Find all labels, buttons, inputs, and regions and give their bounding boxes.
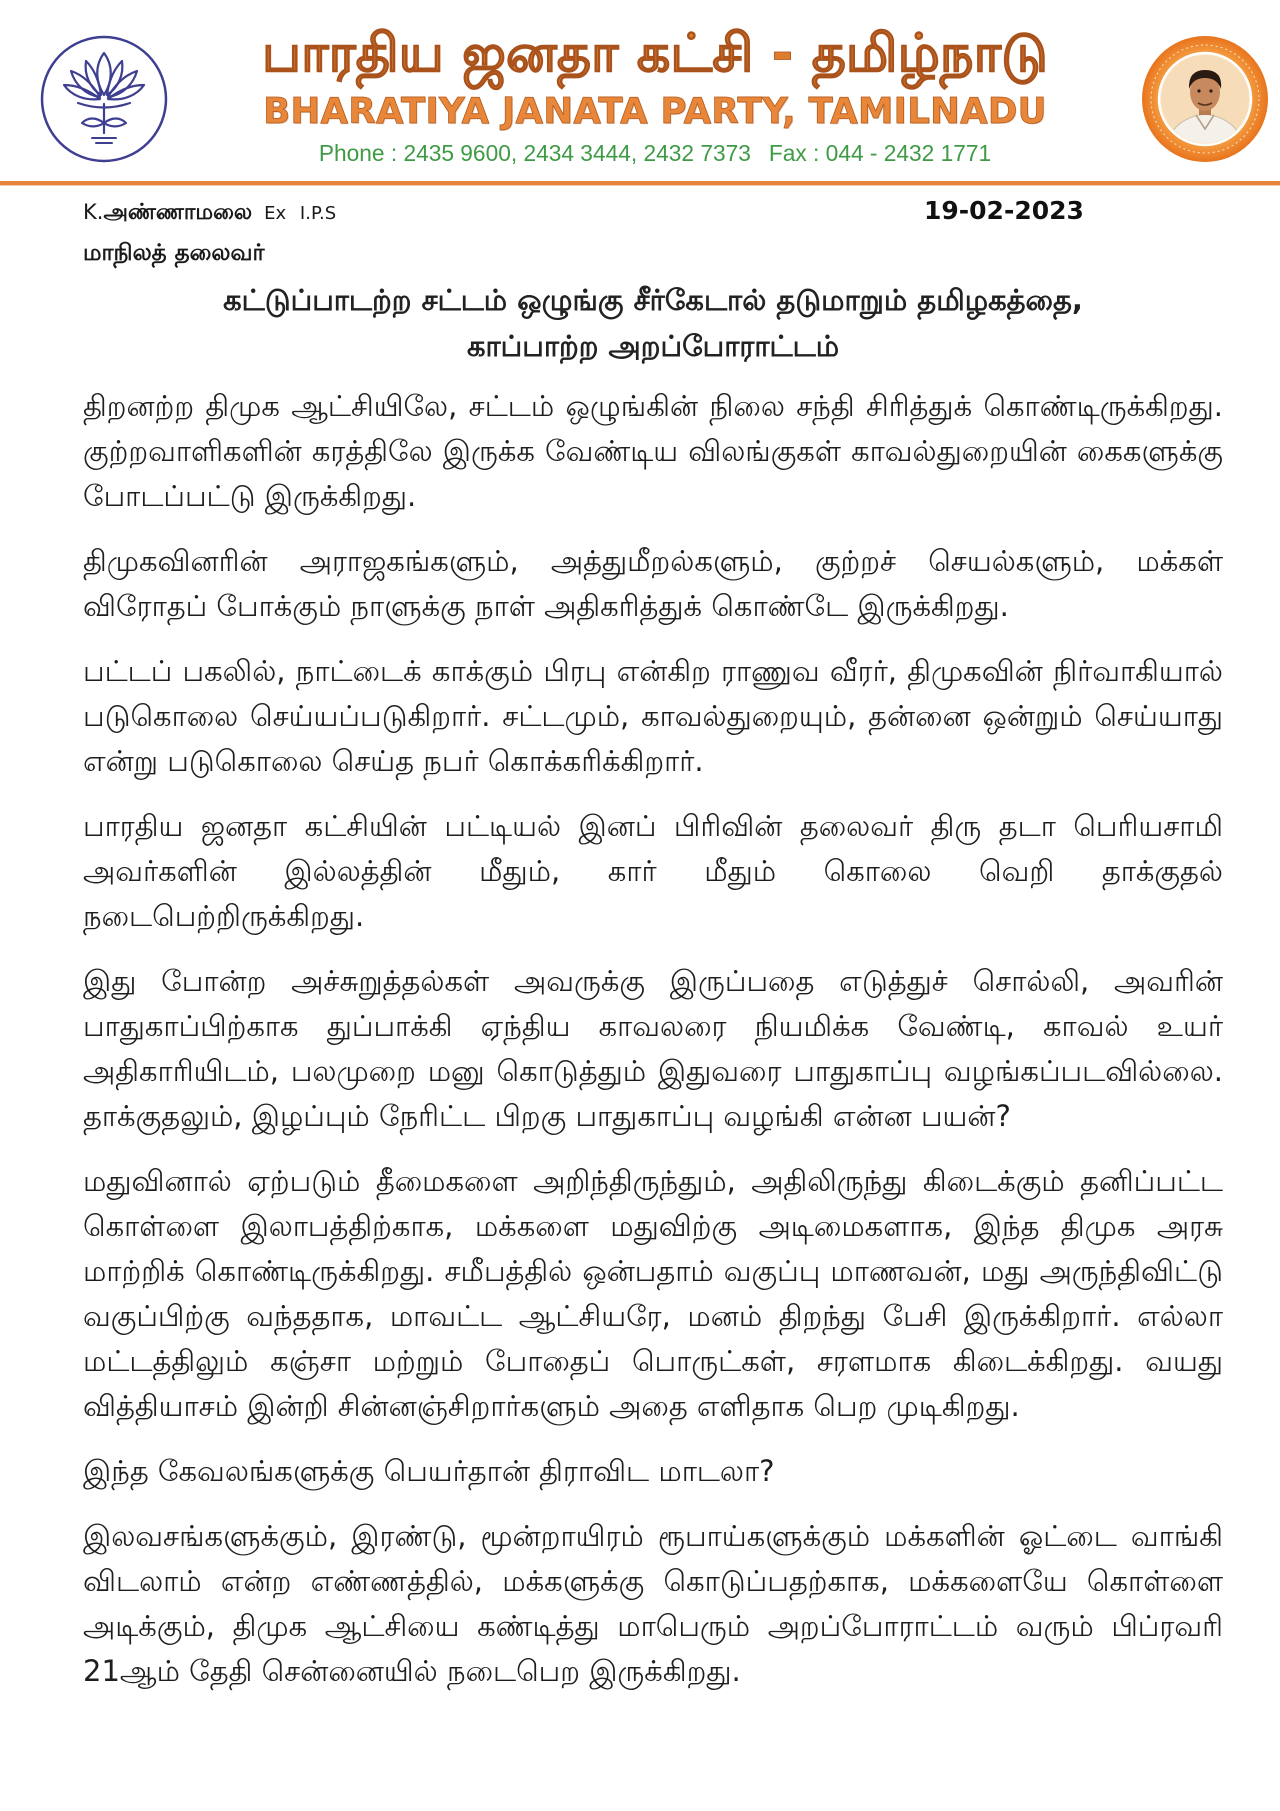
letterhead-divider-shadow (0, 185, 1280, 186)
release-body (83, 384, 1223, 1694)
body-paragraph: மதுவினால் ஏற்படும் தீமைகளை அறிந்திருந்தும், அதிலிருந்து கிடைக்கும் தனிப்பட்ட கொள்ளை இலாபத்திற்காக, மக்களை மதுவிற்கு அடிமைகளாக, இந்த திமுக அரசு மாற்றிக் கொண்டிருக்கிறது. சமீபத்தில் ஒன்பதாம் வகுப்பு மாணவன், மது அருந்திவிட்டு வகுப்பிற்கு வந்ததாக, மாவட்ட ஆட்சியரே, மனம் திறந்து பேசி இருக்கிறார். எல்லா மட்டத்திலும் கஞ்சா மற்றும் போதைப் பொருட்கள், சரளமாக கிடைக்கிறது. வயது வித்தியாசம் இன்றி சின்னஞ்சிறார்களும் அதை எளிதாக பெற முடிகிறது. (83, 1164, 1223, 1423)
sender-initial: K. (83, 200, 104, 224)
sender-designation: மாநிலத் தலைவர் (83, 240, 265, 266)
release-date: 19-02-2023 (924, 196, 1084, 225)
sender-name: அண்ணாமலை (103, 200, 253, 225)
title-line-2: காப்பாற்ற அறப்போராட்டம் (466, 329, 840, 363)
body-paragraph: இந்த கேவலங்களுக்கு பெயர்தான் திராவிட மாடலா? (83, 1454, 775, 1488)
party-name-tamil: பாரதிய ஜனதா கட்சி - தமிழ்நாடு (262, 23, 1048, 84)
phone-numbers: Phone : 2435 9600, 2434 3444, 2432 7373 (318, 140, 751, 166)
body-paragraph: திமுகவினரின் அராஜகங்களும், அத்துமீறல்களும், குற்றச் செயல்களும், மக்கள் விரோதப் போக்கும் நாளுக்கு நாள் அதிகரித்துக் கொண்டே இருக்கிறது. (83, 544, 1223, 623)
body-paragraph: பாரதிய ஜனதா கட்சியின் பட்டியல் இனப் பிரிவின் தலைவர் திரு தடா பெரியசாமி அவர்களின் இல்லத்தின் மீதும், கார் மீதும் கொலை வெறி தாக்குதல் நடைபெற்றிருக்கிறது. (83, 809, 1223, 933)
sender-line (83, 198, 336, 228)
contact-line (319, 140, 991, 166)
body-paragraph: இது போன்ற அச்சுறுத்தல்கள் அவருக்கு இருப்பதை எடுத்துச் சொல்லி, அவரின் பாதுகாப்பிற்காக துப்பாக்கி ஏந்திய காவலரை நியமிக்க வேண்டி, காவல் உயர் அதிகாரியிடம், பலமுறை மனு கொடுத்தும் இதுவரை பாதுகாப்பு வழங்கப்படவில்லை. தாக்குதலும், இழப்பும் நேரிட்ட பிறகு பாதுகாப்பு வழங்கி என்ன பயன்? (83, 964, 1223, 1133)
portrait-emblem-icon (1139, 33, 1271, 165)
bjp-lotus-icon (38, 33, 170, 165)
body-paragraph: பட்டப் பகலில், நாட்டைக் காக்கும் பிரபு என்கிற ராணுவ வீரர், திமுகவின் நிர்வாகியால் படுகொலை செய்யப்படுகிறார். சட்டமும், காவல்துறையும், தன்னை ஒன்றும் செய்யாது என்று படுகொலை செய்த நபர் கொக்கரிக்கிறார். (83, 654, 1223, 778)
letterhead-title-block (230, 24, 1080, 166)
fax-number: Fax : 044 - 2432 1771 (768, 140, 992, 166)
sender-credentials: Ex I.P.S (264, 203, 337, 224)
party-name-english: BHARATIYA JANATA PARTY, TAMILNADU (263, 91, 1047, 132)
body-paragraph: திறனற்ற திமுக ஆட்சியிலே, சட்டம் ஒழுங்கின் நிலை சந்தி சிரித்துக் கொண்டிருக்கிறது. குற்றவாளிகளின் கரத்திலே இருக்க வேண்டிய விலங்குகள் காவல்துறையின் கைகளுக்கு போடப்பட்டு இருக்கிறது. (83, 389, 1223, 513)
title-line-1: கட்டுப்பாடற்ற சட்டம் ஒழுங்கு சீர்கேடால் தடுமாறும் தமிழகத்தை, (223, 283, 1083, 317)
body-paragraph: இலவசங்களுக்கும், இரண்டு, மூன்றாயிரம் ரூபாய்களுக்கும் மக்களின் ஓட்டை வாங்கி விடலாம் என்ற எண்ணத்தில், மக்களுக்கு கொடுப்பதற்காக, மக்களையே கொள்ளை அடிக்கும், திமுக ஆட்சியை கண்டித்து மாபெரும் அறப்போராட்டம் வரும் பிப்ரவரி 21ஆம் தேதி சென்னையில் நடைபெற இருக்கிறது. (83, 1519, 1223, 1688)
release-title (83, 277, 1223, 369)
